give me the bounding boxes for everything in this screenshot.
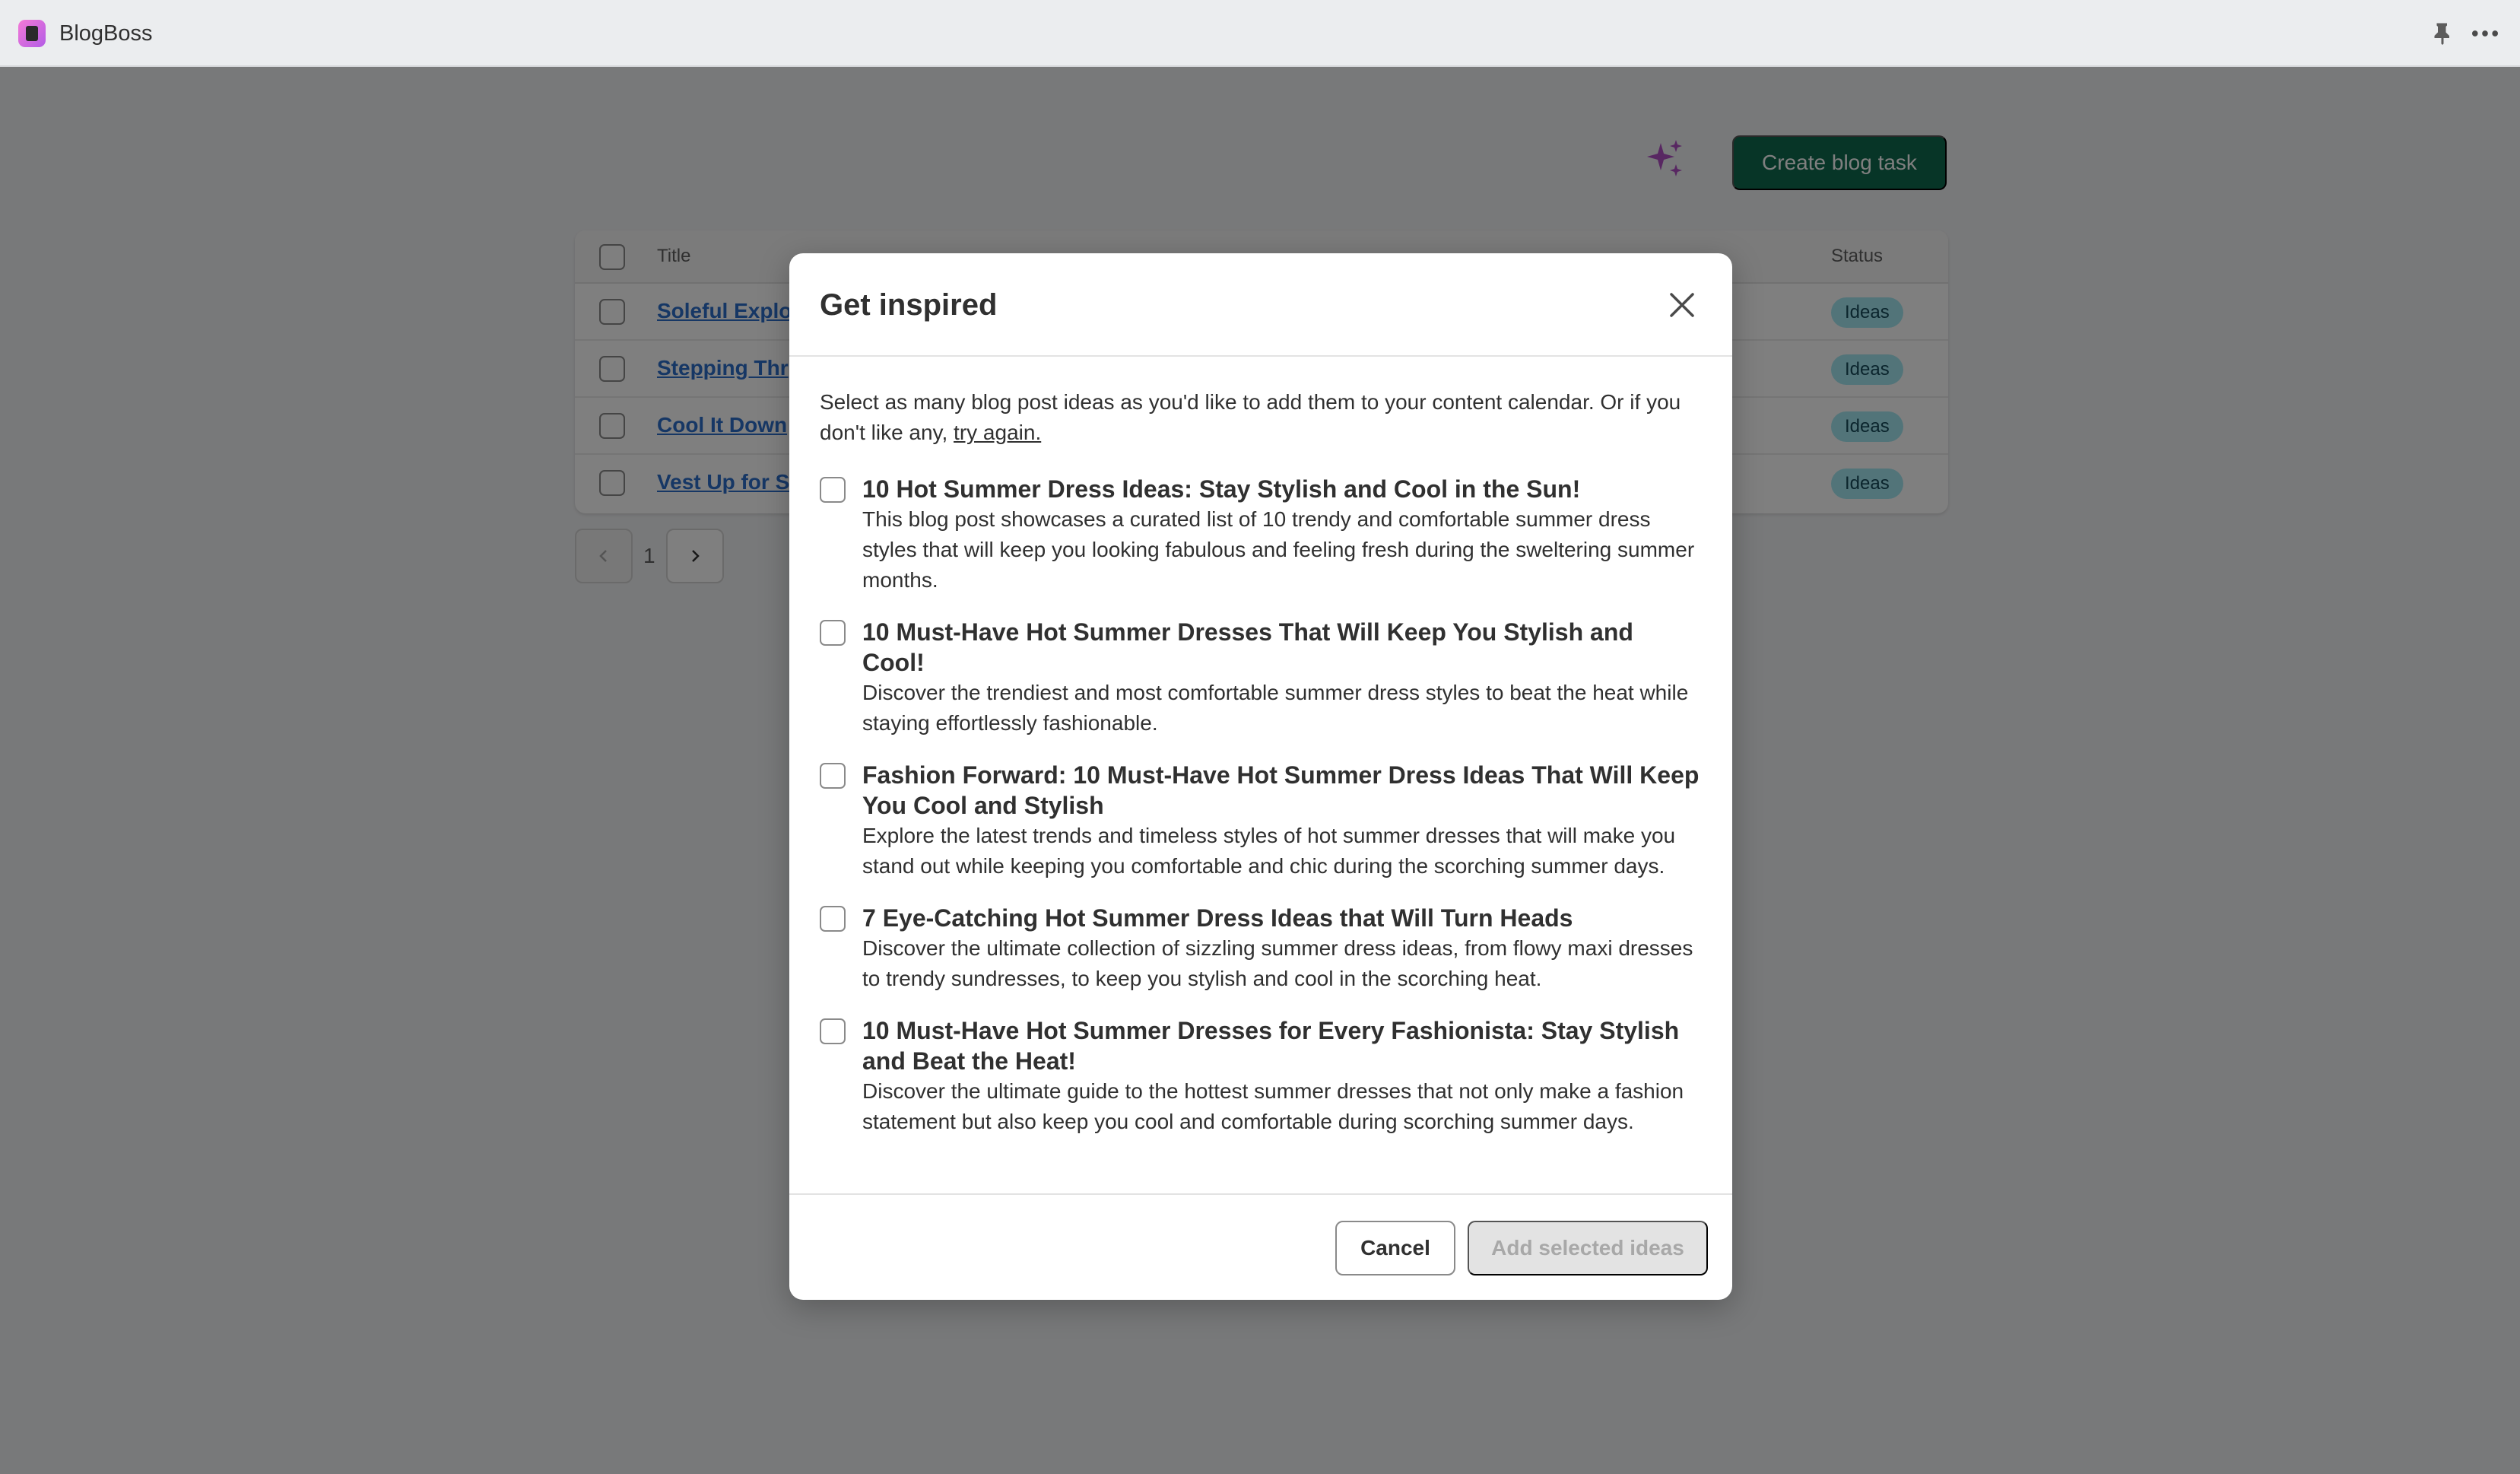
idea-title: 7 Eye-Catching Hot Summer Dress Ideas that Will Turn Heads [862, 904, 1573, 932]
idea-description: Discover the ultimate guide to the hottest summer dresses that not only make a fashion statement but also keep you cool and comfortable during scorching summer days. [862, 1079, 1684, 1133]
idea-description: This blog post showcases a curated list of 10 trendy and comfortable summer dress styles that will keep you looking fabulous and feeling fresh during the sweltering summer months. [862, 507, 1695, 592]
app-bar [0, 0, 2520, 67]
idea-option[interactable] [820, 617, 1702, 739]
modal-footer [789, 1193, 1732, 1300]
idea-checkbox[interactable] [820, 906, 846, 932]
idea-description: Discover the trendiest and most comfortable summer dress styles to beat the heat while staying effortlessly fashionable. [862, 681, 1689, 735]
idea-option[interactable] [820, 760, 1702, 882]
modal-title: Get inspired [820, 288, 998, 322]
idea-checkbox[interactable] [820, 763, 846, 789]
modal-body [820, 387, 1702, 1158]
close-icon [1667, 290, 1697, 320]
app-logo [18, 20, 46, 47]
try-again-link[interactable]: try again. [954, 421, 1042, 444]
idea-title: 10 Hot Summer Dress Ideas: Stay Stylish and Cool in the Sun! [862, 475, 1581, 503]
modal-header [789, 253, 1732, 357]
get-inspired-modal [789, 253, 1732, 1300]
idea-option[interactable] [820, 1015, 1702, 1137]
idea-checkbox[interactable] [820, 1018, 846, 1044]
more-icon[interactable] [2468, 20, 2502, 47]
idea-option[interactable] [820, 474, 1702, 596]
idea-option[interactable] [820, 903, 1702, 994]
idea-title: 10 Must-Have Hot Summer Dresses That Will Keep You Stylish and Cool! [862, 618, 1633, 676]
idea-checkbox[interactable] [820, 477, 846, 503]
app-title: BlogBoss [59, 21, 153, 46]
close-button[interactable] [1664, 287, 1700, 323]
cancel-button[interactable]: Cancel [1335, 1221, 1455, 1275]
intro-text-body: Select as many blog post ideas as you'd like to add them to your content calendar. Or if you don't like any, [820, 390, 1681, 444]
idea-description: Discover the ultimate collection of sizzling summer dress ideas, from flowy maxi dresses to trendy sundresses, to keep you stylish and cool in the scorching heat. [862, 936, 1693, 990]
pin-icon[interactable] [2429, 20, 2456, 47]
idea-title: Fashion Forward: 10 Must-Have Hot Summer Dress Ideas That Will Keep You Cool and Stylish [862, 761, 1700, 819]
idea-checkbox[interactable] [820, 620, 846, 646]
idea-title: 10 Must-Have Hot Summer Dresses for Every Fashionista: Stay Stylish and Beat the Heat! [862, 1017, 1680, 1075]
add-selected-ideas-button[interactable]: Add selected ideas [1468, 1221, 1708, 1275]
idea-description: Explore the latest trends and timeless styles of hot summer dresses that will make you stand out while keeping you comfortable and chic during the scorching summer days. [862, 824, 1676, 878]
intro-text [820, 387, 1702, 448]
